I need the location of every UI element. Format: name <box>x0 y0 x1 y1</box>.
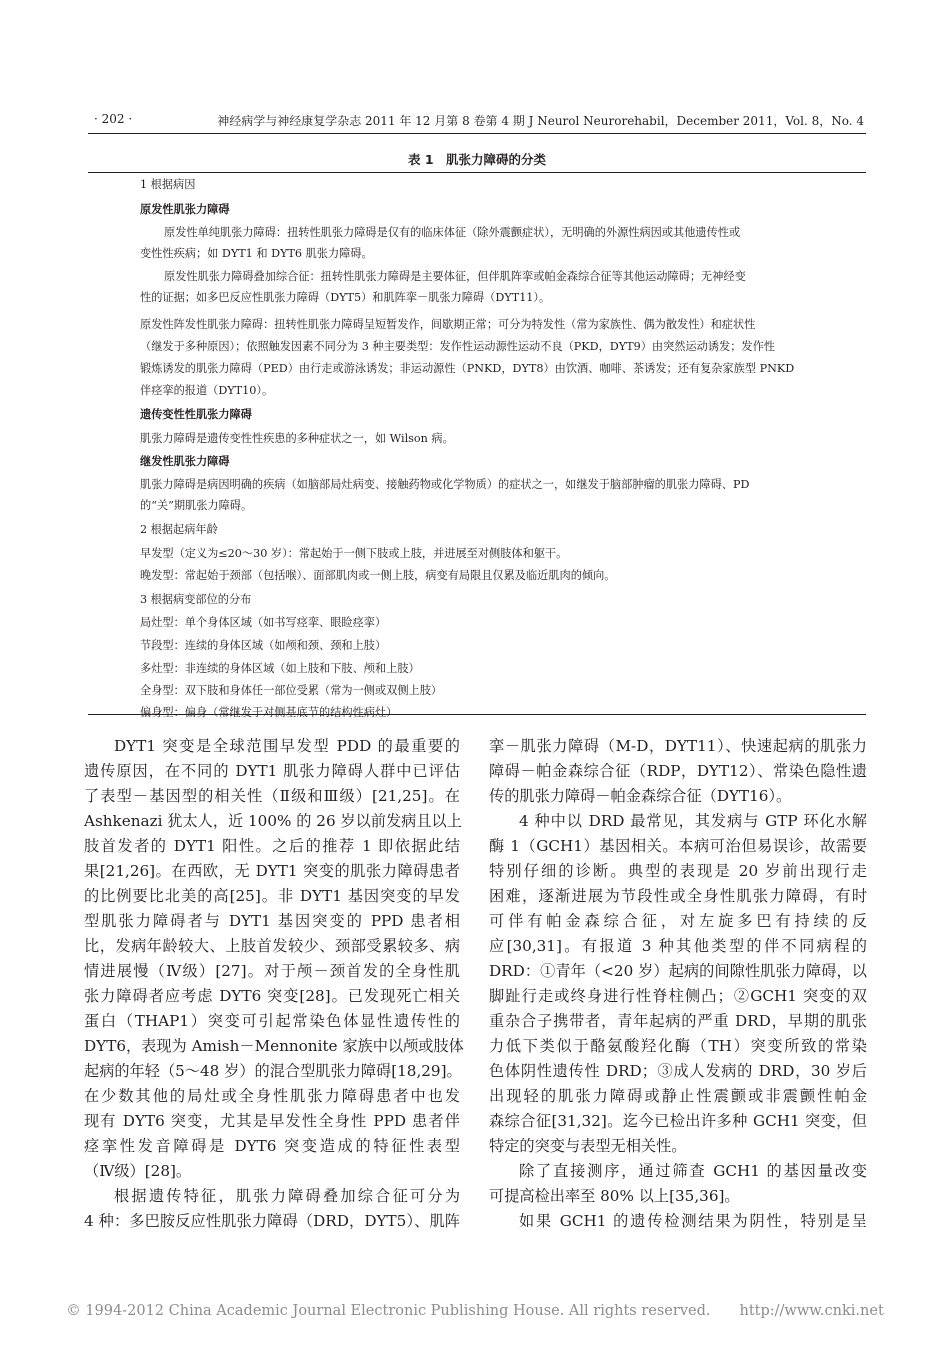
text-line: 困难，逐渐进展为节段性或全身性肌张力障碍，有时 <box>489 887 867 905</box>
text-line: 挛－肌张力障碍（M-D，DYT11）、快速起病的肌张力 <box>489 737 867 755</box>
table-line: 局灶型：单个身体区域（如书写痉挛、眼睑痉挛） <box>140 616 387 629</box>
table-line: 的“关”期肌张力障碍。 <box>140 499 253 512</box>
table-line: 原发性肌张力障碍叠加综合征：扭转性肌张力障碍是主要体征，但伴肌阵挛或帕金森综合征等其他运动障碍；无神经变 <box>164 270 746 283</box>
text-line: 障碍－帕金森综合征（RDP，DYT12）、常染色隐性遗 <box>489 762 867 780</box>
text-line: 特别仔细的诊断。典型的表现是 20 岁前出现行走 <box>489 862 867 880</box>
table-title: 表 1 肌张力障碍的分类 <box>407 152 547 167</box>
text-line: DRD：①青年（<20 岁）起病的间隙性肌张力障碍，以 <box>489 962 867 980</box>
table-line: （继发于多种原因）；依照触发因素不同分为 3 种主要类型：发作性运动源性运动不良（PKD，DYT9）由突然运动诱发；发作性 <box>140 340 775 353</box>
text-line: 遗传原因，在不同的 DYT1 肌张力障碍人群中已评估 <box>84 762 460 780</box>
table-line: 原发性单纯肌张力障碍：扭转性肌张力障碍是仅有的临床体征（除外震颤症状），无明确的外源性病因或其他遗传性或 <box>164 226 741 239</box>
text-line: 森综合征[31,32]。迄今已检出许多种 GCH1 突变，但 <box>489 1112 867 1130</box>
text-line: 果[21,26]。在西欧，无 DYT1 突变的肌张力障碍患者 <box>84 862 460 880</box>
table-line: 偏身型：偏身（常继发于对侧基底节的结构性病灶） <box>140 706 398 719</box>
text-line: 起病的年轻（5～48 岁）的混合型肌张力障碍[18,29]。 <box>84 1062 462 1080</box>
journal-citation: 神经病学与神经康复学杂志 2011 年 12 月第 8 卷第 4 期 J Neurol Neurorehabil，December 2011，Vol. 8，No. 4 <box>217 114 864 128</box>
text-line: 张力障碍者应考虑 DYT6 突变[28]。已发现死亡相关 <box>84 987 460 1005</box>
text-line: 了表型－基因型的相关性（Ⅱ级和Ⅲ级）[21,25]。在 <box>84 787 460 805</box>
text-line: 4 种：多巴胺反应性肌张力障碍（DRD，DYT5）、肌阵 <box>84 1212 460 1230</box>
table-line: 节段型：连续的身体区域（如颅和颈、颈和上肢） <box>140 639 387 652</box>
table-line: 肌张力障碍是病因明确的疾病（如脑部局灶病变、接触药物或化学物质）的症状之一，如继发于脑部肿瘤的肌张力障碍、PD <box>140 478 750 491</box>
table-line: 性的证据；如多巴反应性肌张力障碍（DYT5）和肌阵挛－肌张力障碍（DYT11）。 <box>140 291 551 304</box>
table-line: 早发型（定义为≤20～30 岁）：常起始于一侧下肢或上肢，并进展至对侧肢体和躯干。 <box>140 547 568 560</box>
text-line: 在少数其他的局灶或全身性肌张力障碍患者中也发 <box>84 1087 460 1105</box>
text-line: （Ⅳ级）[28]。 <box>84 1162 192 1180</box>
copyright-footer: © 1994-2012 China Academic Journal Electronic Publishing House. All rights reserved. http://www.cnki.net <box>66 1303 884 1319</box>
table-line: 变性性疾病；如 DYT1 和 DYT6 肌张力障碍。 <box>140 247 373 260</box>
table-line: 遗传变性性肌张力障碍 <box>140 408 252 421</box>
text-line: 如果 GCH1 的遗传检测结果为阴性，特别是呈 <box>519 1212 867 1230</box>
text-line: 出现轻的肌张力障碍或静止性震颤或非震颤性帕金 <box>489 1087 867 1105</box>
text-line: 情进展慢（Ⅳ级）[27]。对于颅－颈首发的全身性肌 <box>84 962 460 980</box>
body-column-left <box>84 734 464 1234</box>
text-line: 传的肌张力障碍－帕金森综合征（DYT16）。 <box>489 787 792 805</box>
text-line: 可提高检出率至 80% 以上[35,36]。 <box>489 1187 740 1205</box>
table-line: 全身型：双下肢和身体任一部位受累（常为一侧或双侧上肢） <box>140 684 443 697</box>
text-line: 除了直接测序，通过筛查 GCH1 的基因量改变 <box>519 1162 867 1180</box>
table-line: 继发性肌张力障碍 <box>140 455 230 468</box>
text-line: 的比例要比北美的高[25]。非 DYT1 基因突变的早发 <box>84 887 460 905</box>
text-line: 4 种中以 DRD 最常见，其发病与 GTP 环化水解 <box>519 812 867 830</box>
text-line: DYT1 突变是全球范围早发型 PDD 的最重要的 <box>114 737 460 755</box>
text-line: 蛋白（THAP1）突变可引起常染色体显性遗传性的 <box>84 1012 460 1030</box>
table-line: 肌张力障碍是遗传变性性疾患的多种症状之一，如 Wilson 病。 <box>140 432 454 445</box>
text-line: 肢首发者的 DYT1 阳性。之后的推荐 1 即依据此结 <box>84 837 460 855</box>
table-line: 3 根据病变部位的分布 <box>140 593 252 606</box>
table-line: 伴痉挛的报道（DYT10）。 <box>140 384 274 397</box>
page-number: · 202 · <box>94 112 133 126</box>
text-line: 应[30,31]。有报道 3 种其他类型的伴不同病程的 <box>489 937 867 955</box>
table-rule-bottom <box>88 714 866 715</box>
text-line: 可伴有帕金森综合征，对左旋多巴有持续的反 <box>489 912 867 930</box>
text-line: 力低下类似于酪氨酸羟化酶（TH）突变所致的常染 <box>489 1037 867 1055</box>
text-line: 型肌张力障碍者与 DYT1 基因突变的 PPD 患者相 <box>84 912 460 930</box>
text-line: 根据遗传特征，肌张力障碍叠加综合征可分为 <box>114 1187 460 1205</box>
table-line: 原发性肌张力障碍 <box>140 203 230 216</box>
text-line: 现有 DYT6 突变，尤其是早发性全身性 PPD 患者伴 <box>84 1112 460 1130</box>
text-line: 痉挛性发音障碍是 DYT6 突变造成的特征性表型 <box>84 1137 460 1155</box>
header-rule <box>88 133 866 134</box>
text-line: 比，发病年龄较大、上肢首发较少、颈部受累较多、病 <box>84 937 460 955</box>
text-line: 重杂合子携带者，青年起病的严重 DRD，早期的肌张 <box>489 1012 867 1030</box>
table-line: 2 根据起病年龄 <box>140 523 218 536</box>
table-line: 1 根据病因 <box>140 178 196 191</box>
text-line: 酶 1（GCH1）基因相关。本病可治但易误诊，故需要 <box>489 837 867 855</box>
text-line: 特定的突变与表型无相关性。 <box>489 1137 687 1155</box>
page-header <box>94 112 864 130</box>
body-column-right <box>489 734 867 1234</box>
table-line: 锻炼诱发的肌张力障碍（PED）由行走或游泳诱发；非运动源性（PNKD，DYT8）由饮酒、咖啡、茶诱发；还有复杂家族型 PNKD <box>140 362 795 375</box>
text-line: 脚趾行走或终身进行性脊柱侧凸；②GCH1 突变的双 <box>489 987 867 1005</box>
table-line: 晚发型：常起始于颈部（包括喉）、面部肌肉或一侧上肢，病变有局限且仅累及临近肌肉的倾向。 <box>140 569 616 582</box>
table-line: 原发性阵发性肌张力障碍：扭转性肌张力障碍呈短暂发作，间歇期正常；可分为特发性（常为家族性、偶为散发性）和症状性 <box>140 318 756 331</box>
table-rule-top <box>88 172 866 173</box>
text-line: 色体阴性遗传性 DRD；③成人发病的 DRD，30 岁后 <box>489 1062 867 1080</box>
table-line: 多灶型：非连续的身体区域（如上肢和下肢、颅和上肢） <box>140 662 420 675</box>
text-line: DYT6，表现为 Amish－Mennonite 家族中以颅或肢体 <box>84 1037 464 1055</box>
text-line: Ashkenazi 犹太人，近 100% 的 26 岁以前发病且以上 <box>84 812 462 830</box>
